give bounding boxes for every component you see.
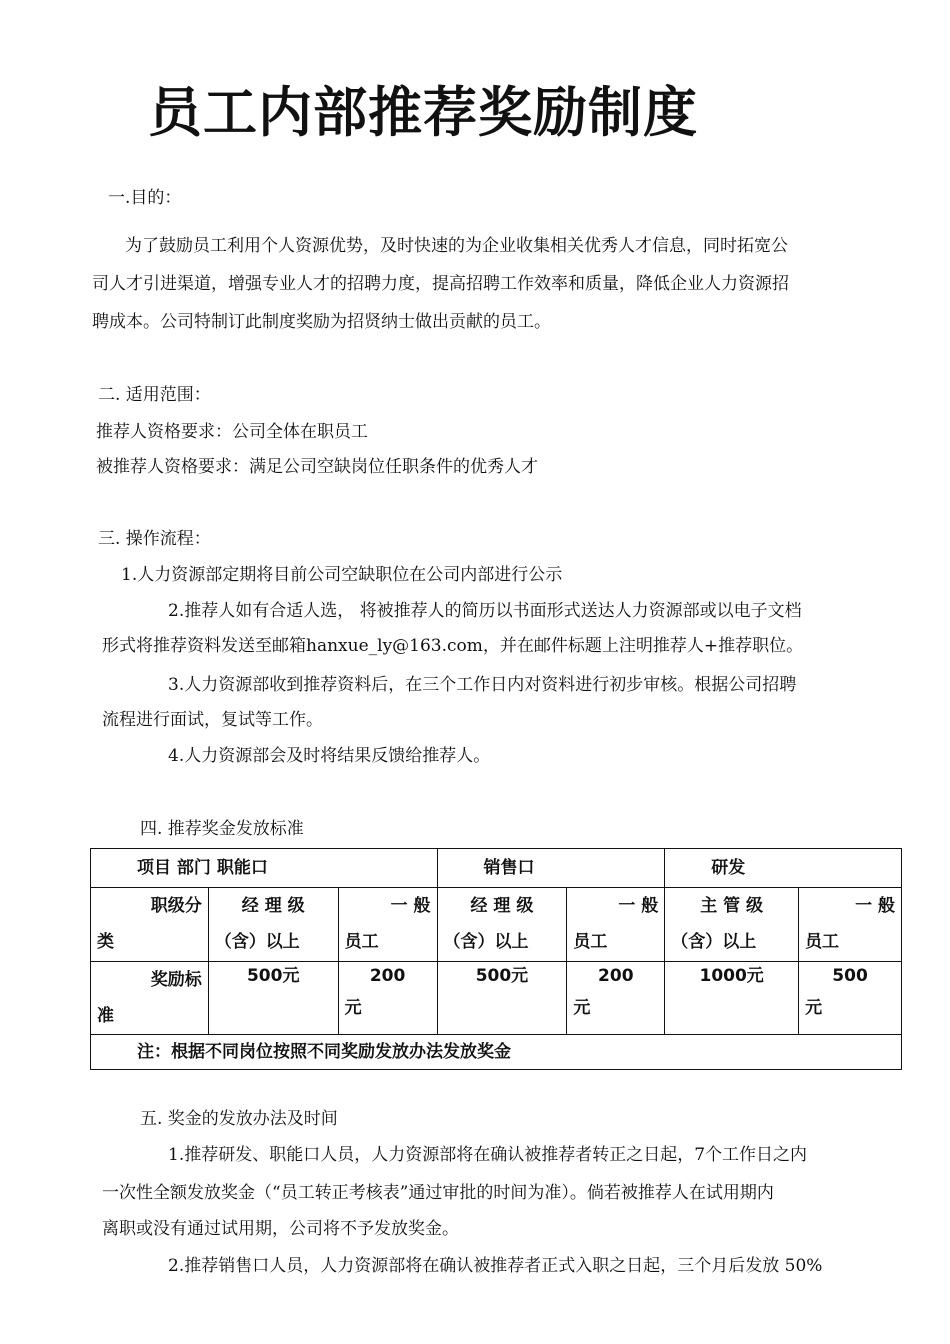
standard-heading: 四. 推荐奖金发放标准 [140,819,304,839]
func-general-reward: 200 [369,966,406,986]
table-header-row [91,849,902,888]
rd-supervisor-label: 主 管 级 [700,896,764,916]
sales-general-label: 一 般 [618,896,659,916]
header-functional: 项目 部门 职能口 [137,858,268,878]
table-row-level [91,888,902,962]
func-general-label: 一 般 [390,896,431,916]
document-title: 员工内部推荐奖励制度 [148,81,698,144]
sales-manager-reward: 500元 [475,966,529,986]
rd-general-reward-unit: 元 [805,998,823,1018]
reward-label-cont: 准 [97,1006,114,1026]
purpose-line: 司人才引进渠道，增强专业人才的招聘力度，提高招聘工作效率和质量，降低企业人力资源招 [92,274,789,294]
rd-general-label: 一 般 [855,896,895,916]
reward-table [90,848,902,1070]
rd-supervisor-reward: 1000元 [699,966,764,986]
rd-general-reward: 500 [832,966,868,986]
level-label: 职级分 [150,896,202,916]
reward-label: 奖励标 [150,970,202,990]
sales-general-reward-unit: 元 [573,998,591,1018]
payment-para-2: 2.推荐销售口人员，人力资源部将在确认被推荐者正式入职之日起，三个月后发放 50% [168,1256,823,1276]
scope-referee: 被推荐人资格要求：满足公司空缺岗位任职条件的优秀人才 [96,457,538,477]
purpose-line: 聘成本。公司特制订此制度奖励为招贤纳士做出贡献的员工。 [92,312,551,332]
scope-referrer: 推荐人资格要求：公司全体在职员工 [96,422,368,442]
header-sales: 销售口 [483,858,535,878]
purpose-heading: 一.目的： [108,188,182,208]
process-step-1: 1.人力资源部定期将目前公司空缺职位在公司内部进行公示 [121,565,563,585]
func-manager-label: 经 理 级 [241,896,305,916]
scope-heading: 二. 适用范围： [98,385,211,405]
level-label-cont: 类 [97,932,114,952]
process-step-3: 3.人力资源部收到推荐资料后，在三个工作日内对资料进行初步审核。根据公司招聘 [168,675,797,695]
payment-para-1: 1.推荐研发、职能口人员，人力资源部将在确认被推荐者转正之日起，7个工作日之内 [168,1145,808,1165]
payment-heading: 五. 奖金的发放办法及时间 [140,1109,338,1129]
payment-para-1-cont: 一次性全额发放奖金（“员工转正考核表”通过审批的时间为准）。倘若被推荐人在试用期内 [102,1183,774,1203]
process-step-2-cont: 形式将推荐资料发送至邮箱hanxue_ly@163.com，并在邮件标题上注明推荐人+推荐职位。 [102,636,804,656]
process-step-2: 2.推荐人如有合适人选， 将被推荐人的简历以书面形式送达人力资源部或以电子文档 [168,601,802,621]
process-heading: 三. 操作流程： [98,529,211,549]
func-general-label-cont: 员工 [344,932,379,952]
sales-manager-label: 经 理 级 [470,896,534,916]
rd-supervisor-label-cont: （含）以上 [671,932,757,952]
func-general-reward-unit: 元 [344,998,362,1018]
header-rd: 研发 [711,858,746,878]
payment-para-1-cont: 离职或没有通过试用期，公司将不予发放奖金。 [102,1219,459,1239]
sales-general-label-cont: 员工 [573,932,608,952]
sales-general-reward: 200 [598,966,634,986]
process-step-4: 4.人力资源部会及时将结果反馈给推荐人。 [168,746,491,766]
process-step-3-cont: 流程进行面试，复试等工作。 [102,710,323,730]
table-row-reward [91,962,902,1035]
func-manager-reward: 500元 [246,966,300,986]
sales-manager-label-cont: （含）以上 [443,932,529,952]
table-note: 注：根据不同岗位按照不同奖励发放办法发放奖金 [137,1042,511,1062]
table-row-note [91,1035,902,1070]
func-manager-label-cont: （含）以上 [214,932,300,952]
purpose-line: 为了鼓励员工利用个人资源优势，及时快速的为企业收集相关优秀人才信息，同时拓宽公 [125,236,788,256]
rd-general-label-cont: 员工 [805,932,840,952]
